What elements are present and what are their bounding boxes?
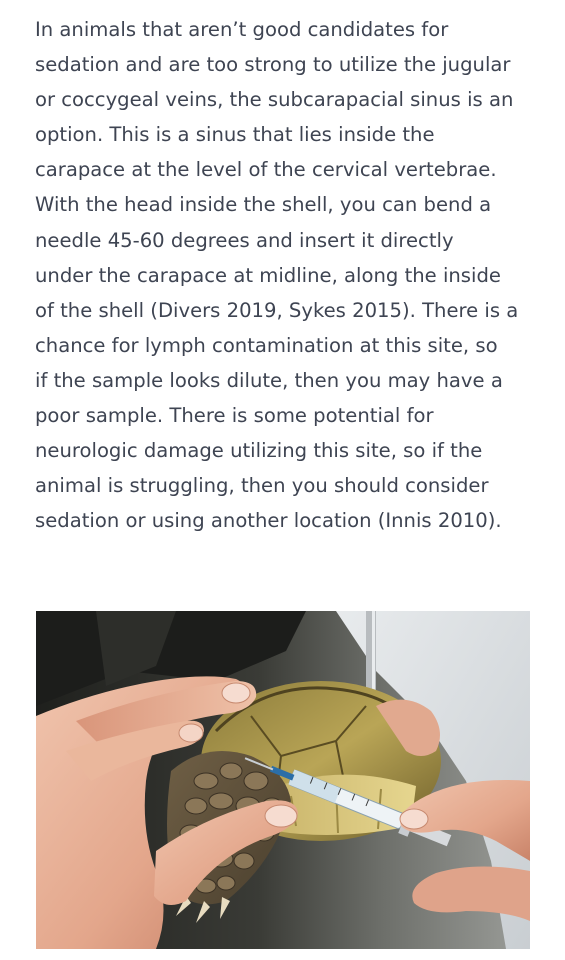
paragraph-line: With the head inside the shell, you can bend a (35, 193, 492, 217)
paragraph-line: In animals that aren’t good candidates for (35, 18, 449, 41)
paragraph-line: needle 45-60 degrees and insert it directly (35, 228, 454, 252)
paragraph-line: poor sample. There is some potential for (35, 404, 434, 428)
paragraph-line: neurologic damage utilizing this site, so if the (35, 439, 483, 463)
paragraph-line: or coccygeal veins, the subcarapacial sinus is an (35, 88, 514, 112)
paragraph-line: carapace at the level of the cervical vertebrae. (35, 158, 497, 182)
article-paragraph (35, 12, 535, 538)
paragraph-line: sedation and are too strong to utilize the jugular (35, 53, 511, 77)
paragraph-line: sedation or using another location (Innis 2010). (35, 509, 502, 533)
paragraph-line: option. This is a sinus that lies inside the (35, 123, 435, 147)
paragraph-line: if the sample looks dilute, then you may have a (35, 368, 503, 392)
photo-illustration (36, 611, 530, 949)
tortoise-blood-draw-photo (36, 611, 530, 949)
paragraph-line: animal is struggling, then you should consider (35, 474, 489, 498)
paragraph-line: of the shell (Divers 2019, Sykes 2015). There is a (35, 298, 519, 322)
paragraph-line: chance for lymph contamination at this site, so (35, 333, 498, 357)
paragraph-line: under the carapace at midline, along the inside (35, 263, 501, 287)
